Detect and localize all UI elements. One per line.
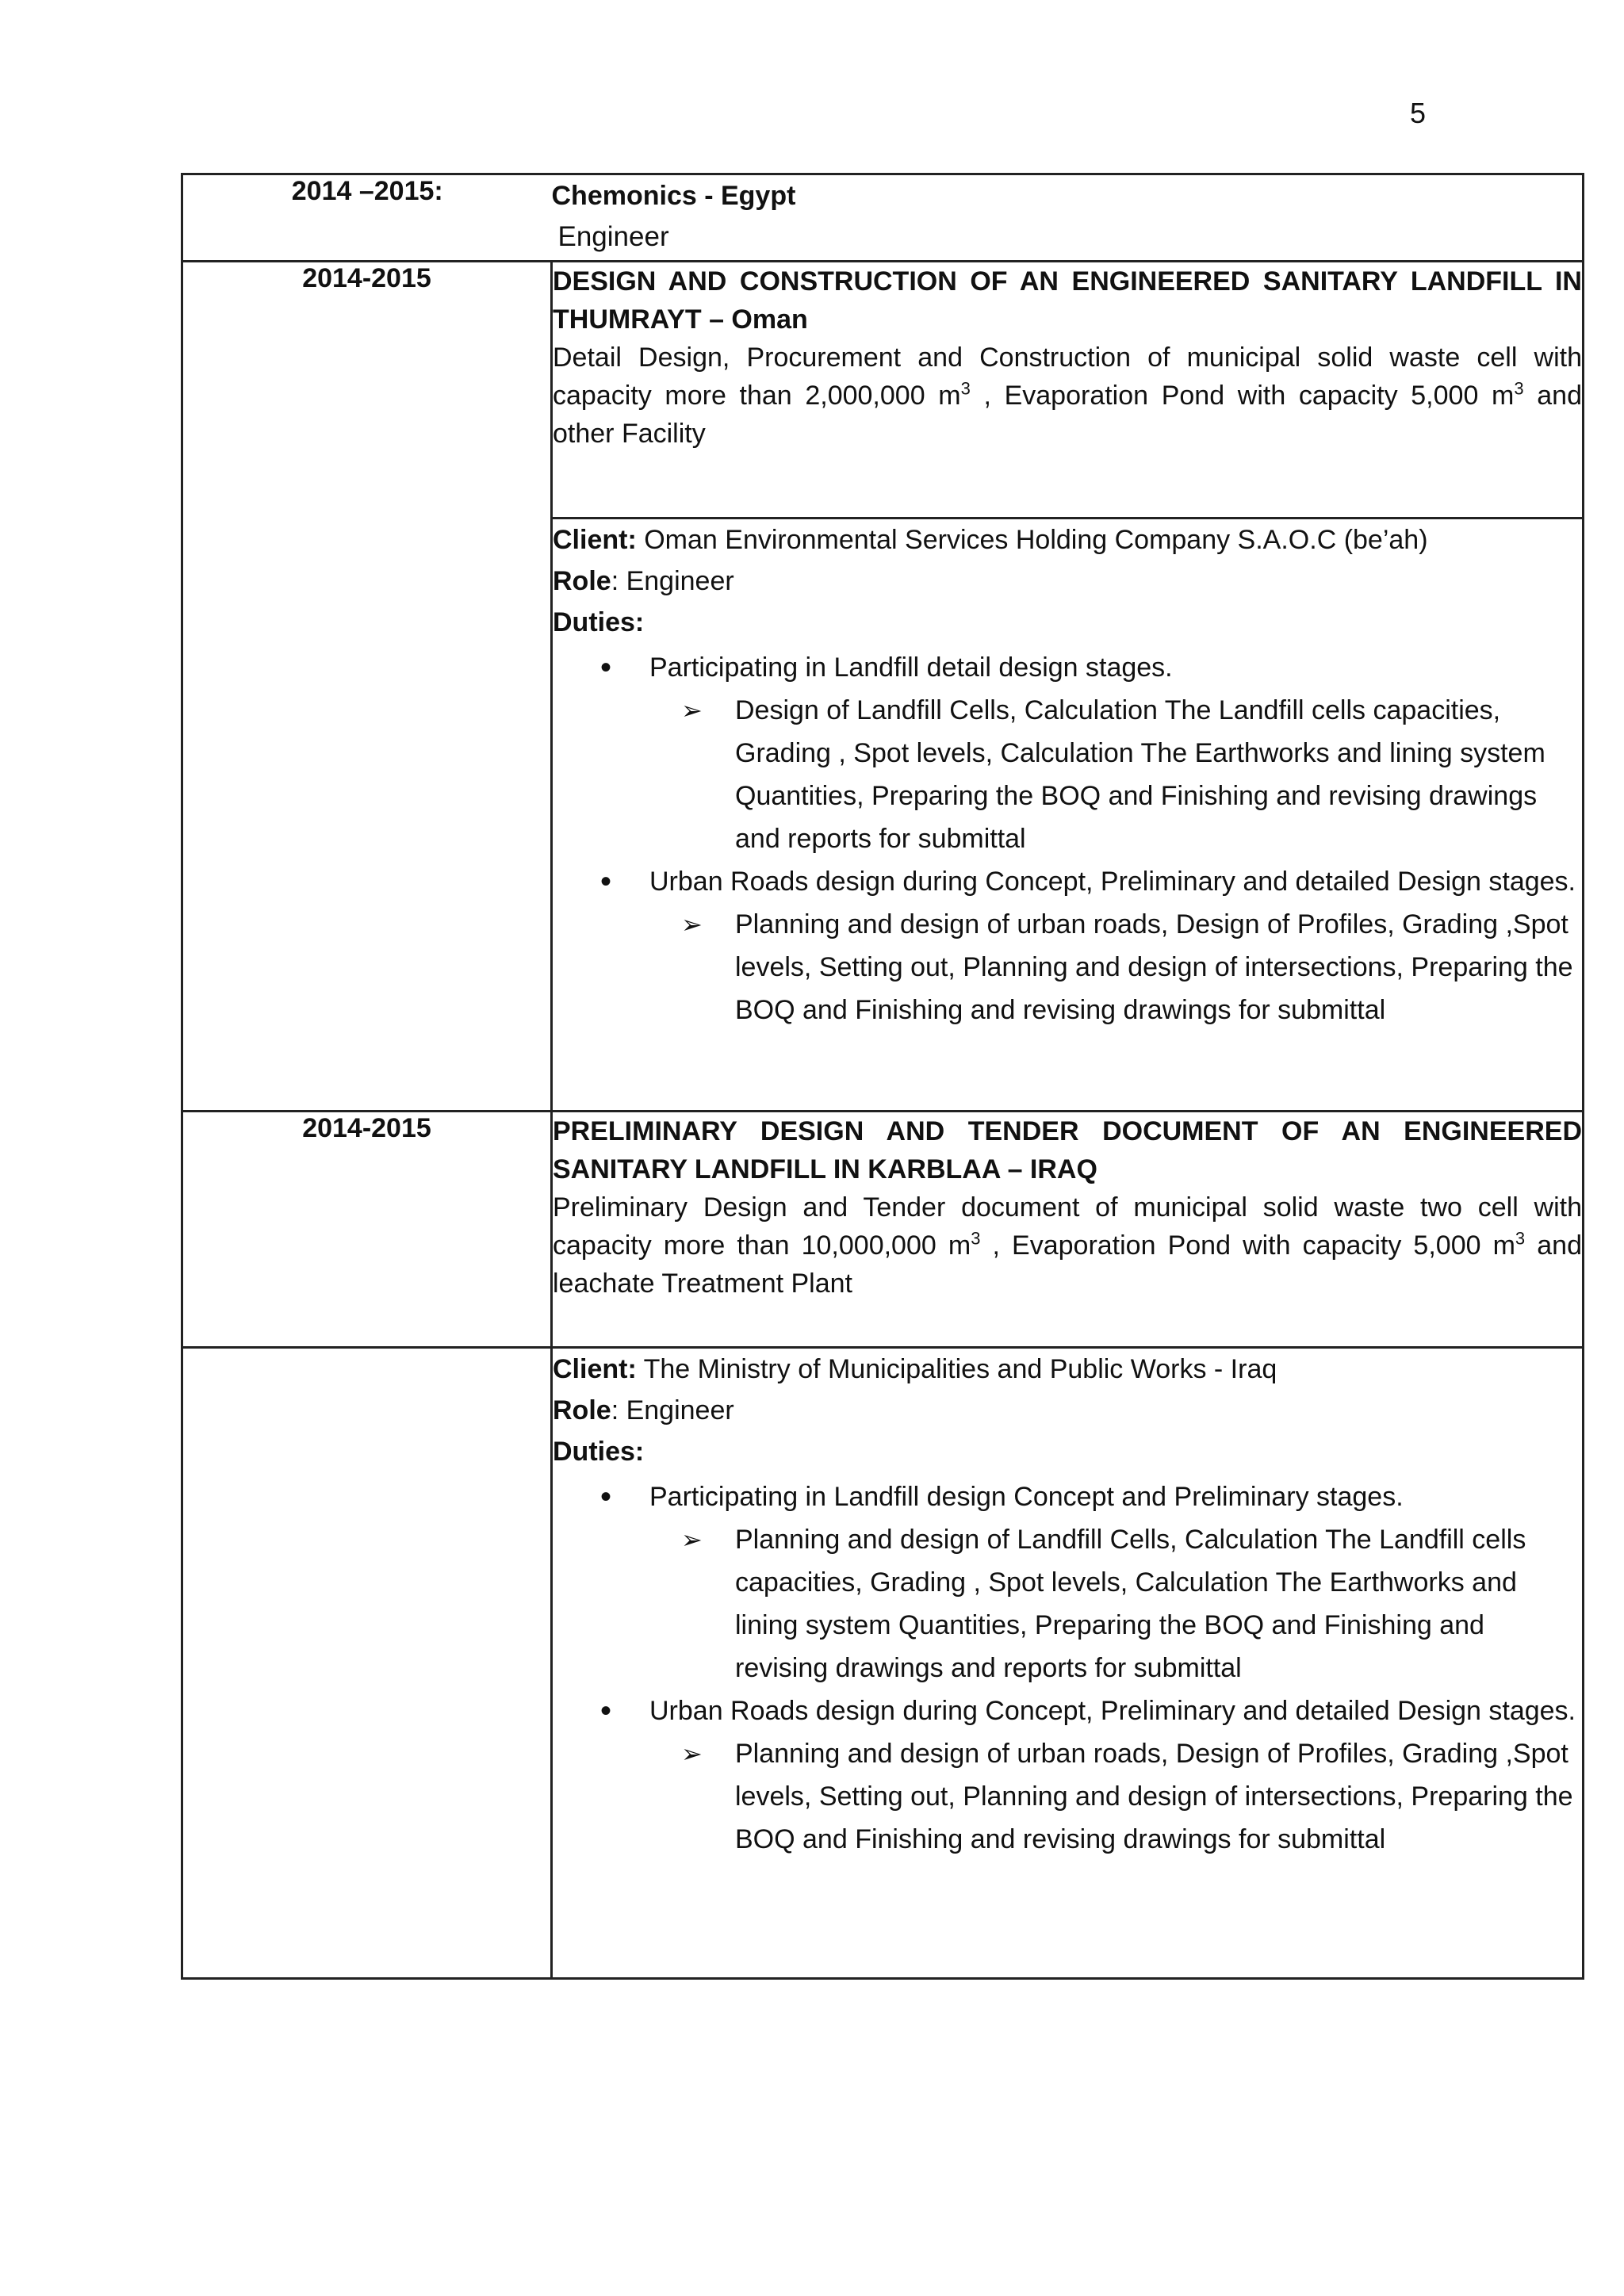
position-title: Engineer (557, 221, 669, 252)
project-details (552, 519, 1584, 1112)
role-line: Role: Engineer (553, 566, 734, 596)
project-row (182, 1112, 1584, 1348)
project-details-row (182, 1348, 1584, 1979)
project-description: Detail Design, Procurement and Construction of municipal solid waste cell with capacity more than 2,000,000 $m^3$ , Evaporation Pond with capacity 5,000 $m^3$ and other Facility (553, 342, 1582, 449)
experience-table (181, 173, 1584, 1980)
sub-list-item: ➢ Planning and design of Landfill Cells, Calculation The Landfill cells capacities, Grading , Spot levels, Calculation The Earthworks and lining system Quantities, Preparing the BOQ and Finishing and revising drawings and reports for submittal (735, 1518, 1582, 1689)
list-item: • Participating in Landfill detail design stages. ➢ Design of Landfill Cells, Calculation The Landfill cells capacities, Grading , Spot levels, Calculation The Earthworks and lining system Quantities, Preparing the BOQ and Finishing and revising drawings and reports for submittal (649, 646, 1582, 860)
project-row (182, 262, 1584, 519)
role-line: Role: Engineer (553, 1395, 734, 1425)
project-title: PRELIMINARY DESIGN AND TENDER DOCUMENT OF AN ENGINEERED SANITARY LANDFILL IN KARBLAA – IRAQ (553, 1116, 1582, 1184)
duties-list (553, 1475, 1582, 1861)
page-number: 5 (1410, 97, 1427, 129)
project-period: 2014-2015 (182, 1112, 552, 1348)
empty-period-cell (182, 1348, 552, 1979)
duties-heading: Duties: (553, 607, 645, 637)
client-line: Client: The Ministry of Municipalities and Public Works - Iraq (553, 1354, 1277, 1384)
list-item: • Urban Roads design during Concept, Preliminary and detailed Design stages. ➢ Planning and design of urban roads, Design of Profiles, Grading ,Spot levels, Setting out, Planning and design of intersections, Preparing the BOQ and Finishing and revising drawings for submittal (649, 860, 1582, 1031)
project-summary (552, 1112, 1584, 1348)
employer-period: 2014 –2015: (182, 174, 552, 262)
project-details (552, 1348, 1584, 1979)
list-item: • Urban Roads design during Concept, Preliminary and detailed Design stages. ➢ Planning and design of urban roads, Design of Profiles, Grading ,Spot levels, Setting out, Planning and design of intersections, Preparing the BOQ and Finishing and revising drawings for submittal (649, 1689, 1582, 1861)
project-description: Preliminary Design and Tender document of municipal solid waste two cell with capacity more than 10,000,000 $m^3$ , Evaporation Pond with capacity 5,000 $m^3$ and leachate Treatment Plant (553, 1192, 1582, 1299)
employer-row (182, 174, 1584, 262)
duties-list (553, 646, 1582, 1031)
project-title: DESIGN AND CONSTRUCTION OF AN ENGINEERED SANITARY LANDFILL IN THUMRAYT – Oman (553, 266, 1582, 335)
duties-heading: Duties: (553, 1437, 645, 1467)
list-item: • Participating in Landfill design Concept and Preliminary stages. ➢ Planning and design of Landfill Cells, Calculation The Landfill cells capacities, Grading , Spot levels, Calculation The Earthworks and lining system Quantities, Preparing the BOQ and Finishing and revising drawings and reports for submittal (649, 1475, 1582, 1689)
sub-list-item: ➢ Design of Landfill Cells, Calculation The Landfill cells capacities, Grading , Spot levels, Calculation The Earthworks and lining system Quantities, Preparing the BOQ and Finishing and revising drawings and reports for submittal (735, 689, 1582, 860)
employer-cell (552, 174, 1584, 262)
client-line: Client: Oman Environmental Services Holding Company S.A.O.C (be’ah) (553, 525, 1428, 555)
project-summary (552, 262, 1584, 519)
sub-list-item: ➢ Planning and design of urban roads, Design of Profiles, Grading ,Spot levels, Setting out, Planning and design of intersections, Preparing the BOQ and Finishing and revising drawings for submittal (735, 1732, 1582, 1861)
project-period: 2014-2015 (182, 262, 552, 1112)
company-name: Chemonics - Egypt (551, 181, 796, 211)
sub-list-item: ➢ Planning and design of urban roads, Design of Profiles, Grading ,Spot levels, Setting out, Planning and design of intersections, Preparing the BOQ and Finishing and revising drawings for submittal (735, 903, 1582, 1031)
